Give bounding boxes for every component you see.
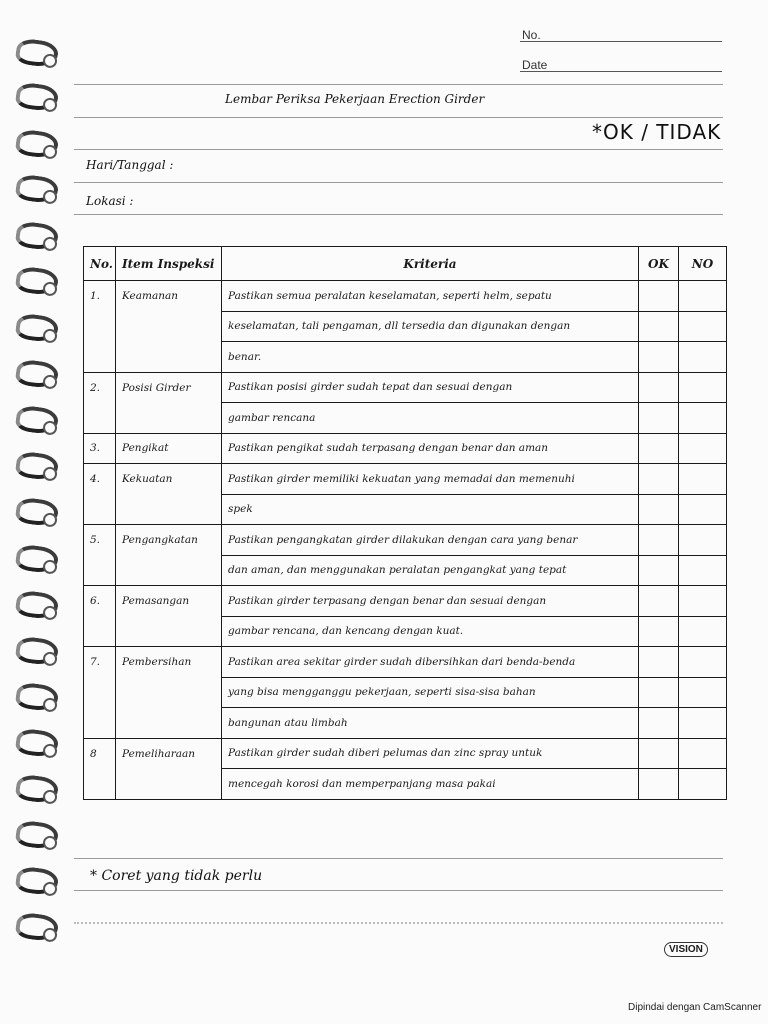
ruled-line <box>74 149 723 150</box>
cell-ok[interactable] <box>639 586 679 617</box>
cell-no-col[interactable] <box>679 586 727 617</box>
spiral-ring <box>14 404 59 436</box>
cell-ok[interactable] <box>639 372 679 403</box>
table-row <box>84 372 727 403</box>
cell-no-col[interactable] <box>679 738 727 769</box>
spiral-ring <box>14 911 59 943</box>
cell-ok[interactable] <box>639 616 679 647</box>
table-row <box>84 616 727 647</box>
cell-kriteria: Pastikan pengangkatan girder dilakukan dengan cara yang benar <box>222 525 639 556</box>
cell-no-col[interactable] <box>679 647 727 678</box>
cell-kriteria: gambar rencana, dan kencang dengan kuat. <box>222 616 639 647</box>
cell-kriteria: Pastikan area sekitar girder sudah dibersihkan dari benda-benda <box>222 647 639 678</box>
cell-no: 8 <box>84 738 116 769</box>
table-row <box>84 525 727 556</box>
cell-kriteria: mencegah korosi dan memperpanjang masa pakai <box>222 769 639 800</box>
table-row <box>84 738 727 769</box>
cell-kriteria: benar. <box>222 342 639 373</box>
spiral-ring <box>14 81 59 113</box>
table-row <box>84 342 727 373</box>
cell-item: Pemeliharaan <box>116 738 222 769</box>
cell-ok[interactable] <box>639 677 679 708</box>
spiral-ring <box>14 727 59 759</box>
cell-no-col[interactable] <box>679 311 727 342</box>
cell-kriteria: Pastikan girder memiliki kekuatan yang memadai dan memenuhi <box>222 464 639 495</box>
table-row <box>84 281 727 312</box>
table-row <box>84 403 727 434</box>
cell-item <box>116 555 222 586</box>
cell-no-col[interactable] <box>679 464 727 495</box>
cell-item <box>116 708 222 739</box>
cell-no-col[interactable] <box>679 555 727 586</box>
cell-ok[interactable] <box>639 769 679 800</box>
cell-no-col[interactable] <box>679 708 727 739</box>
cell-ok[interactable] <box>639 281 679 312</box>
spiral-ring <box>14 496 59 528</box>
cell-no-col[interactable] <box>679 525 727 556</box>
cell-ok[interactable] <box>639 555 679 586</box>
table-row <box>84 555 727 586</box>
cell-no-col[interactable] <box>679 494 727 525</box>
date-line <box>520 71 722 72</box>
cell-kriteria: spek <box>222 494 639 525</box>
spiral-ring <box>14 358 59 390</box>
ruled-line <box>74 84 723 85</box>
spiral-ring <box>14 450 59 482</box>
cell-kriteria: Pastikan posisi girder sudah tepat dan sesuai dengan <box>222 372 639 403</box>
cell-no <box>84 342 116 373</box>
cell-item: Posisi Girder <box>116 372 222 403</box>
cell-no <box>84 708 116 739</box>
spiral-ring <box>14 819 59 851</box>
cell-ok[interactable] <box>639 647 679 678</box>
hari-tanggal-label: Hari/Tanggal : <box>86 158 174 172</box>
cell-item <box>116 494 222 525</box>
cell-item <box>116 403 222 434</box>
spiral-ring <box>14 543 59 575</box>
table-header-row <box>84 247 727 281</box>
cell-ok[interactable] <box>639 738 679 769</box>
spiral-ring <box>14 773 59 805</box>
cell-no: 5. <box>84 525 116 556</box>
cell-item <box>116 616 222 647</box>
cell-ok[interactable] <box>639 464 679 495</box>
cell-no-col[interactable] <box>679 403 727 434</box>
ruled-line <box>74 182 723 183</box>
table-row <box>84 647 727 678</box>
header-no-col: NO <box>679 247 727 281</box>
header-item: Item Inspeksi <box>116 247 222 281</box>
ok-tidak-note: *OK / TIDAK <box>592 120 722 144</box>
scanner-watermark: Dipindai dengan CamScanner <box>628 1002 762 1013</box>
cell-no-col[interactable] <box>679 677 727 708</box>
spiral-ring <box>14 635 59 667</box>
header-kriteria: Kriteria <box>222 247 639 281</box>
table-row <box>84 311 727 342</box>
cell-no-col[interactable] <box>679 342 727 373</box>
table-row <box>84 464 727 495</box>
cell-ok[interactable] <box>639 525 679 556</box>
cell-kriteria: bangunan atau limbah <box>222 708 639 739</box>
header-no: No. <box>84 247 116 281</box>
cell-no: 7. <box>84 647 116 678</box>
cell-no: 4. <box>84 464 116 495</box>
cell-kriteria: gambar rencana <box>222 403 639 434</box>
spiral-ring <box>14 37 59 69</box>
cell-item <box>116 311 222 342</box>
form-title: Lembar Periksa Pekerjaan Erection Girder <box>225 92 485 106</box>
table-row <box>84 677 727 708</box>
cell-kriteria: Pastikan semua peralatan keselamatan, seperti helm, sepatu <box>222 281 639 312</box>
cell-kriteria: Pastikan girder sudah diberi pelumas dan zinc spray untuk <box>222 738 639 769</box>
cell-item: Keamanan <box>116 281 222 312</box>
spiral-ring <box>14 312 59 344</box>
no-line <box>520 41 722 42</box>
cell-item: Kekuatan <box>116 464 222 495</box>
lokasi-label: Lokasi : <box>86 194 134 208</box>
cell-no <box>84 311 116 342</box>
spiral-ring <box>14 865 59 897</box>
cell-no-col[interactable] <box>679 769 727 800</box>
cell-item <box>116 342 222 373</box>
cell-kriteria: dan aman, dan menggunakan peralatan pengangkat yang tepat <box>222 555 639 586</box>
table-body <box>84 281 727 800</box>
ruled-line <box>74 858 723 859</box>
table-row <box>84 433 727 464</box>
cell-no-col[interactable] <box>679 372 727 403</box>
cell-item: Pembersihan <box>116 647 222 678</box>
header-ok: OK <box>639 247 679 281</box>
inspection-table <box>83 246 727 800</box>
cell-no-col[interactable] <box>679 433 727 464</box>
cell-no-col[interactable] <box>679 616 727 647</box>
dotted-line <box>74 922 723 924</box>
cell-kriteria: yang bisa mengganggu pekerjaan, seperti sisa-sisa bahan <box>222 677 639 708</box>
date-label: Date <box>522 58 548 72</box>
cell-item <box>116 769 222 800</box>
cell-no-col[interactable] <box>679 281 727 312</box>
cell-item: Pemasangan <box>116 586 222 617</box>
spiral-ring <box>14 128 59 160</box>
cell-no: 6. <box>84 586 116 617</box>
cell-ok[interactable] <box>639 708 679 739</box>
cell-no <box>84 769 116 800</box>
footnote: * Coret yang tidak perlu <box>90 868 263 884</box>
cell-item <box>116 677 222 708</box>
cell-kriteria: keselamatan, tali pengaman, dll tersedia dan digunakan dengan <box>222 311 639 342</box>
cell-item: Pengangkatan <box>116 525 222 556</box>
table-row <box>84 494 727 525</box>
ruled-line <box>74 214 723 215</box>
cell-kriteria: Pastikan pengikat sudah terpasang dengan benar dan aman <box>222 433 639 464</box>
table-row <box>84 586 727 617</box>
brand-logo: VISION <box>664 942 708 957</box>
cell-no <box>84 403 116 434</box>
cell-no <box>84 616 116 647</box>
cell-no: 1. <box>84 281 116 312</box>
cell-ok[interactable] <box>639 342 679 373</box>
ruled-line <box>74 890 723 891</box>
spiral-ring <box>14 220 59 252</box>
table-row <box>84 708 727 739</box>
spiral-ring <box>14 681 59 713</box>
ruled-line <box>74 117 723 118</box>
spiral-ring <box>14 589 59 621</box>
cell-ok[interactable] <box>639 403 679 434</box>
cell-no: 3. <box>84 433 116 464</box>
cell-ok[interactable] <box>639 433 679 464</box>
cell-no <box>84 494 116 525</box>
cell-ok[interactable] <box>639 311 679 342</box>
table-row <box>84 769 727 800</box>
cell-no: 2. <box>84 372 116 403</box>
cell-no <box>84 677 116 708</box>
cell-kriteria: Pastikan girder terpasang dengan benar dan sesuai dengan <box>222 586 639 617</box>
spiral-ring <box>14 173 59 205</box>
no-label: No. <box>522 28 541 42</box>
cell-no <box>84 555 116 586</box>
cell-ok[interactable] <box>639 494 679 525</box>
cell-item: Pengikat <box>116 433 222 464</box>
spiral-ring <box>14 265 59 297</box>
